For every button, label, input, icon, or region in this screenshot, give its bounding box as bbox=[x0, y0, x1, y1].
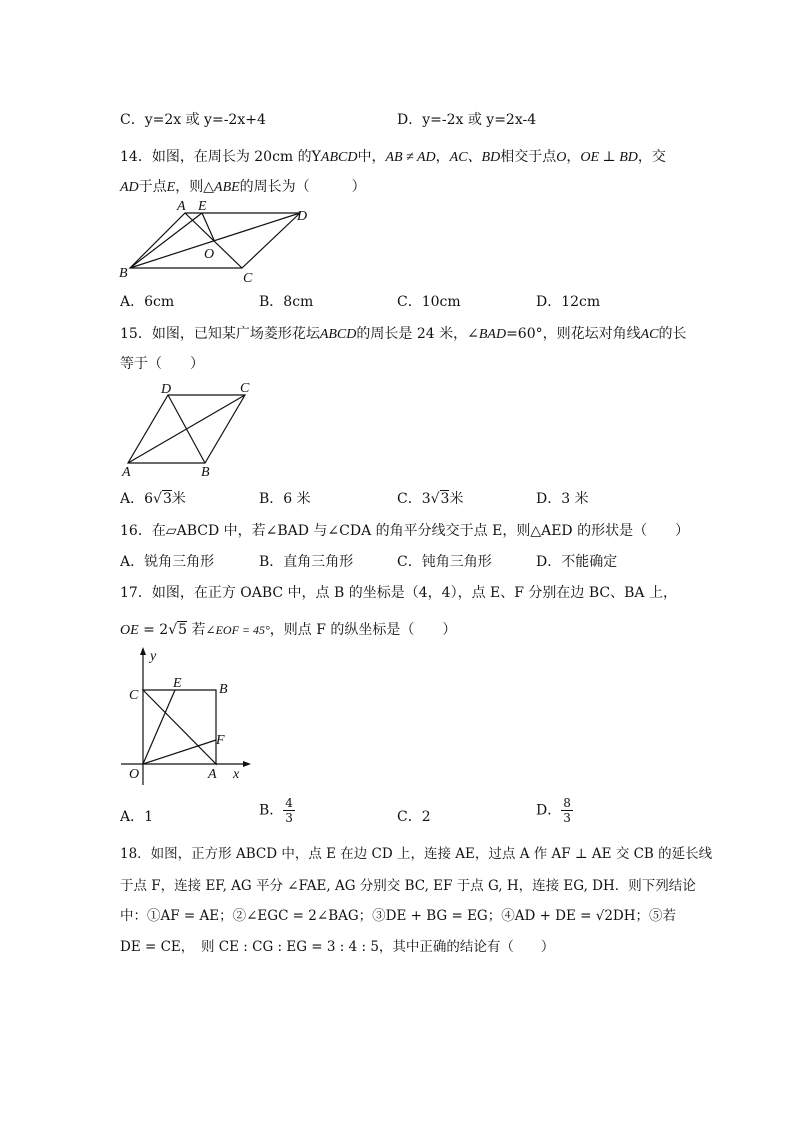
q14-option-a: A．6cm bbox=[120, 294, 175, 310]
q18-stem-line1: 18．如图，正方形 ABCD 中，点 E 在边 CD 上，连接 AE，过点 A 作 AF ⊥ AE 交 CB 的延长线 bbox=[120, 846, 713, 862]
q15-rhombus-figure bbox=[115, 378, 265, 478]
q14-parallelogram-figure bbox=[110, 195, 325, 290]
q17-label-E: E bbox=[173, 676, 182, 691]
q15-option-b: B．6 米 bbox=[259, 491, 311, 507]
q15-option-d: D．3 米 bbox=[536, 491, 589, 507]
q15-label-A: A bbox=[122, 465, 131, 478]
q14-option-d: D．12cm bbox=[536, 294, 601, 310]
q17-label-B: B bbox=[219, 682, 228, 697]
q15-label-C: C bbox=[240, 381, 250, 396]
q18-stem-line2: 于点 F，连接 EF, AG 平分 ∠FAE, AG 分别交 BC, EF 于点 G, H，连接 EG, DH．则下列结论 bbox=[120, 878, 696, 894]
q14-stem-line1: 14．如图，在周长为 20cm 的YABCD中，AB ≠ AD，AC、BD相交于点O，OE ⊥ BD，交 bbox=[120, 149, 666, 165]
sqrt-icon: √ bbox=[168, 622, 178, 638]
q17-option-d: D． $\frac{8}{3}$ bbox=[536, 796, 571, 825]
q16-stem: 16．在▱ABCD 中，若∠BAD 与∠CDA 的角平分线交于点 E，则△AED 的形状是（ ） bbox=[120, 523, 690, 539]
q14-stem-line2: AD于点E，则△ABE的周长为（ ） bbox=[120, 179, 366, 195]
q13-option-d: D．y=-2x 或 y=2x-4 bbox=[397, 112, 537, 128]
q17-coordinate-figure bbox=[115, 645, 255, 790]
x-axis-arrow-icon bbox=[243, 761, 251, 767]
q16-option-a: A．锐角三角形 bbox=[120, 554, 215, 570]
q14-label-C: C bbox=[243, 271, 253, 286]
fraction: $\frac{4}{3}$ bbox=[285, 796, 293, 825]
q14-label-E: E bbox=[198, 199, 207, 214]
q17-label-y: y bbox=[150, 649, 157, 664]
q17-label-A: A bbox=[208, 767, 217, 782]
q18-stem-line4: DE = CE， 则 CE : CG : EG = 3 : 4 : 5，其中正确的结论有（ ） bbox=[120, 939, 555, 955]
q17-stem-line2: OE = 2√5 若∠EOF = 45°，则点 F 的纵坐标是（ ） bbox=[120, 622, 457, 638]
q15-stem-line1: 15．如图，已知某广场菱形花坛ABCD的周长是 24 米，∠BAD=60°，则花坛对角线AC的长 bbox=[120, 326, 687, 342]
q17-option-b: B． $\frac{4}{3}$ bbox=[259, 796, 293, 825]
q17-stem-line1: 17．如图，在正方 OABC 中，点 B 的坐标是（4，4），点 E、F 分别在边 BC、BA 上， bbox=[120, 585, 677, 601]
q16-option-b: B．直角三角形 bbox=[259, 554, 354, 570]
q17-label-O: O bbox=[129, 767, 140, 782]
q15-option-a: A．6√3米 bbox=[120, 491, 186, 507]
sqrt-icon: √ bbox=[430, 491, 440, 507]
q14-label-B: B bbox=[119, 266, 128, 281]
q15-label-B: B bbox=[201, 465, 210, 478]
q14-option-c: C．10cm bbox=[397, 294, 461, 310]
y-axis-arrow-icon bbox=[140, 647, 146, 655]
q14-label-D: D bbox=[297, 209, 308, 224]
q17-option-c: C．2 bbox=[397, 809, 431, 825]
q15-label-D: D bbox=[161, 382, 172, 397]
q18-stem-line3: 中：①AF = AE；②∠EGC = 2∠BAG；③DE + BG = EG；④AD + DE = √2DH；⑤若 bbox=[120, 908, 677, 924]
q17-option-a: A．1 bbox=[120, 809, 154, 825]
sqrt-icon: √ bbox=[153, 491, 162, 507]
q17-label-C: C bbox=[129, 688, 139, 703]
q14-label-O: O bbox=[204, 247, 215, 262]
q13-option-c: C．y=2x 或 y=-2x+4 bbox=[120, 112, 266, 128]
q16-option-d: D．不能确定 bbox=[536, 554, 618, 570]
fraction: $\frac{8}{3}$ bbox=[563, 796, 571, 825]
q17-label-x: x bbox=[233, 767, 240, 782]
q17-label-F: F bbox=[216, 733, 225, 748]
q14-option-b: B．8cm bbox=[259, 294, 314, 310]
q16-option-c: C．钝角三角形 bbox=[397, 554, 492, 570]
q14-label-A: A bbox=[177, 199, 186, 214]
q15-option-c: C．3√3米 bbox=[397, 491, 464, 507]
q15-stem-line2: 等于（ ） bbox=[120, 356, 204, 372]
